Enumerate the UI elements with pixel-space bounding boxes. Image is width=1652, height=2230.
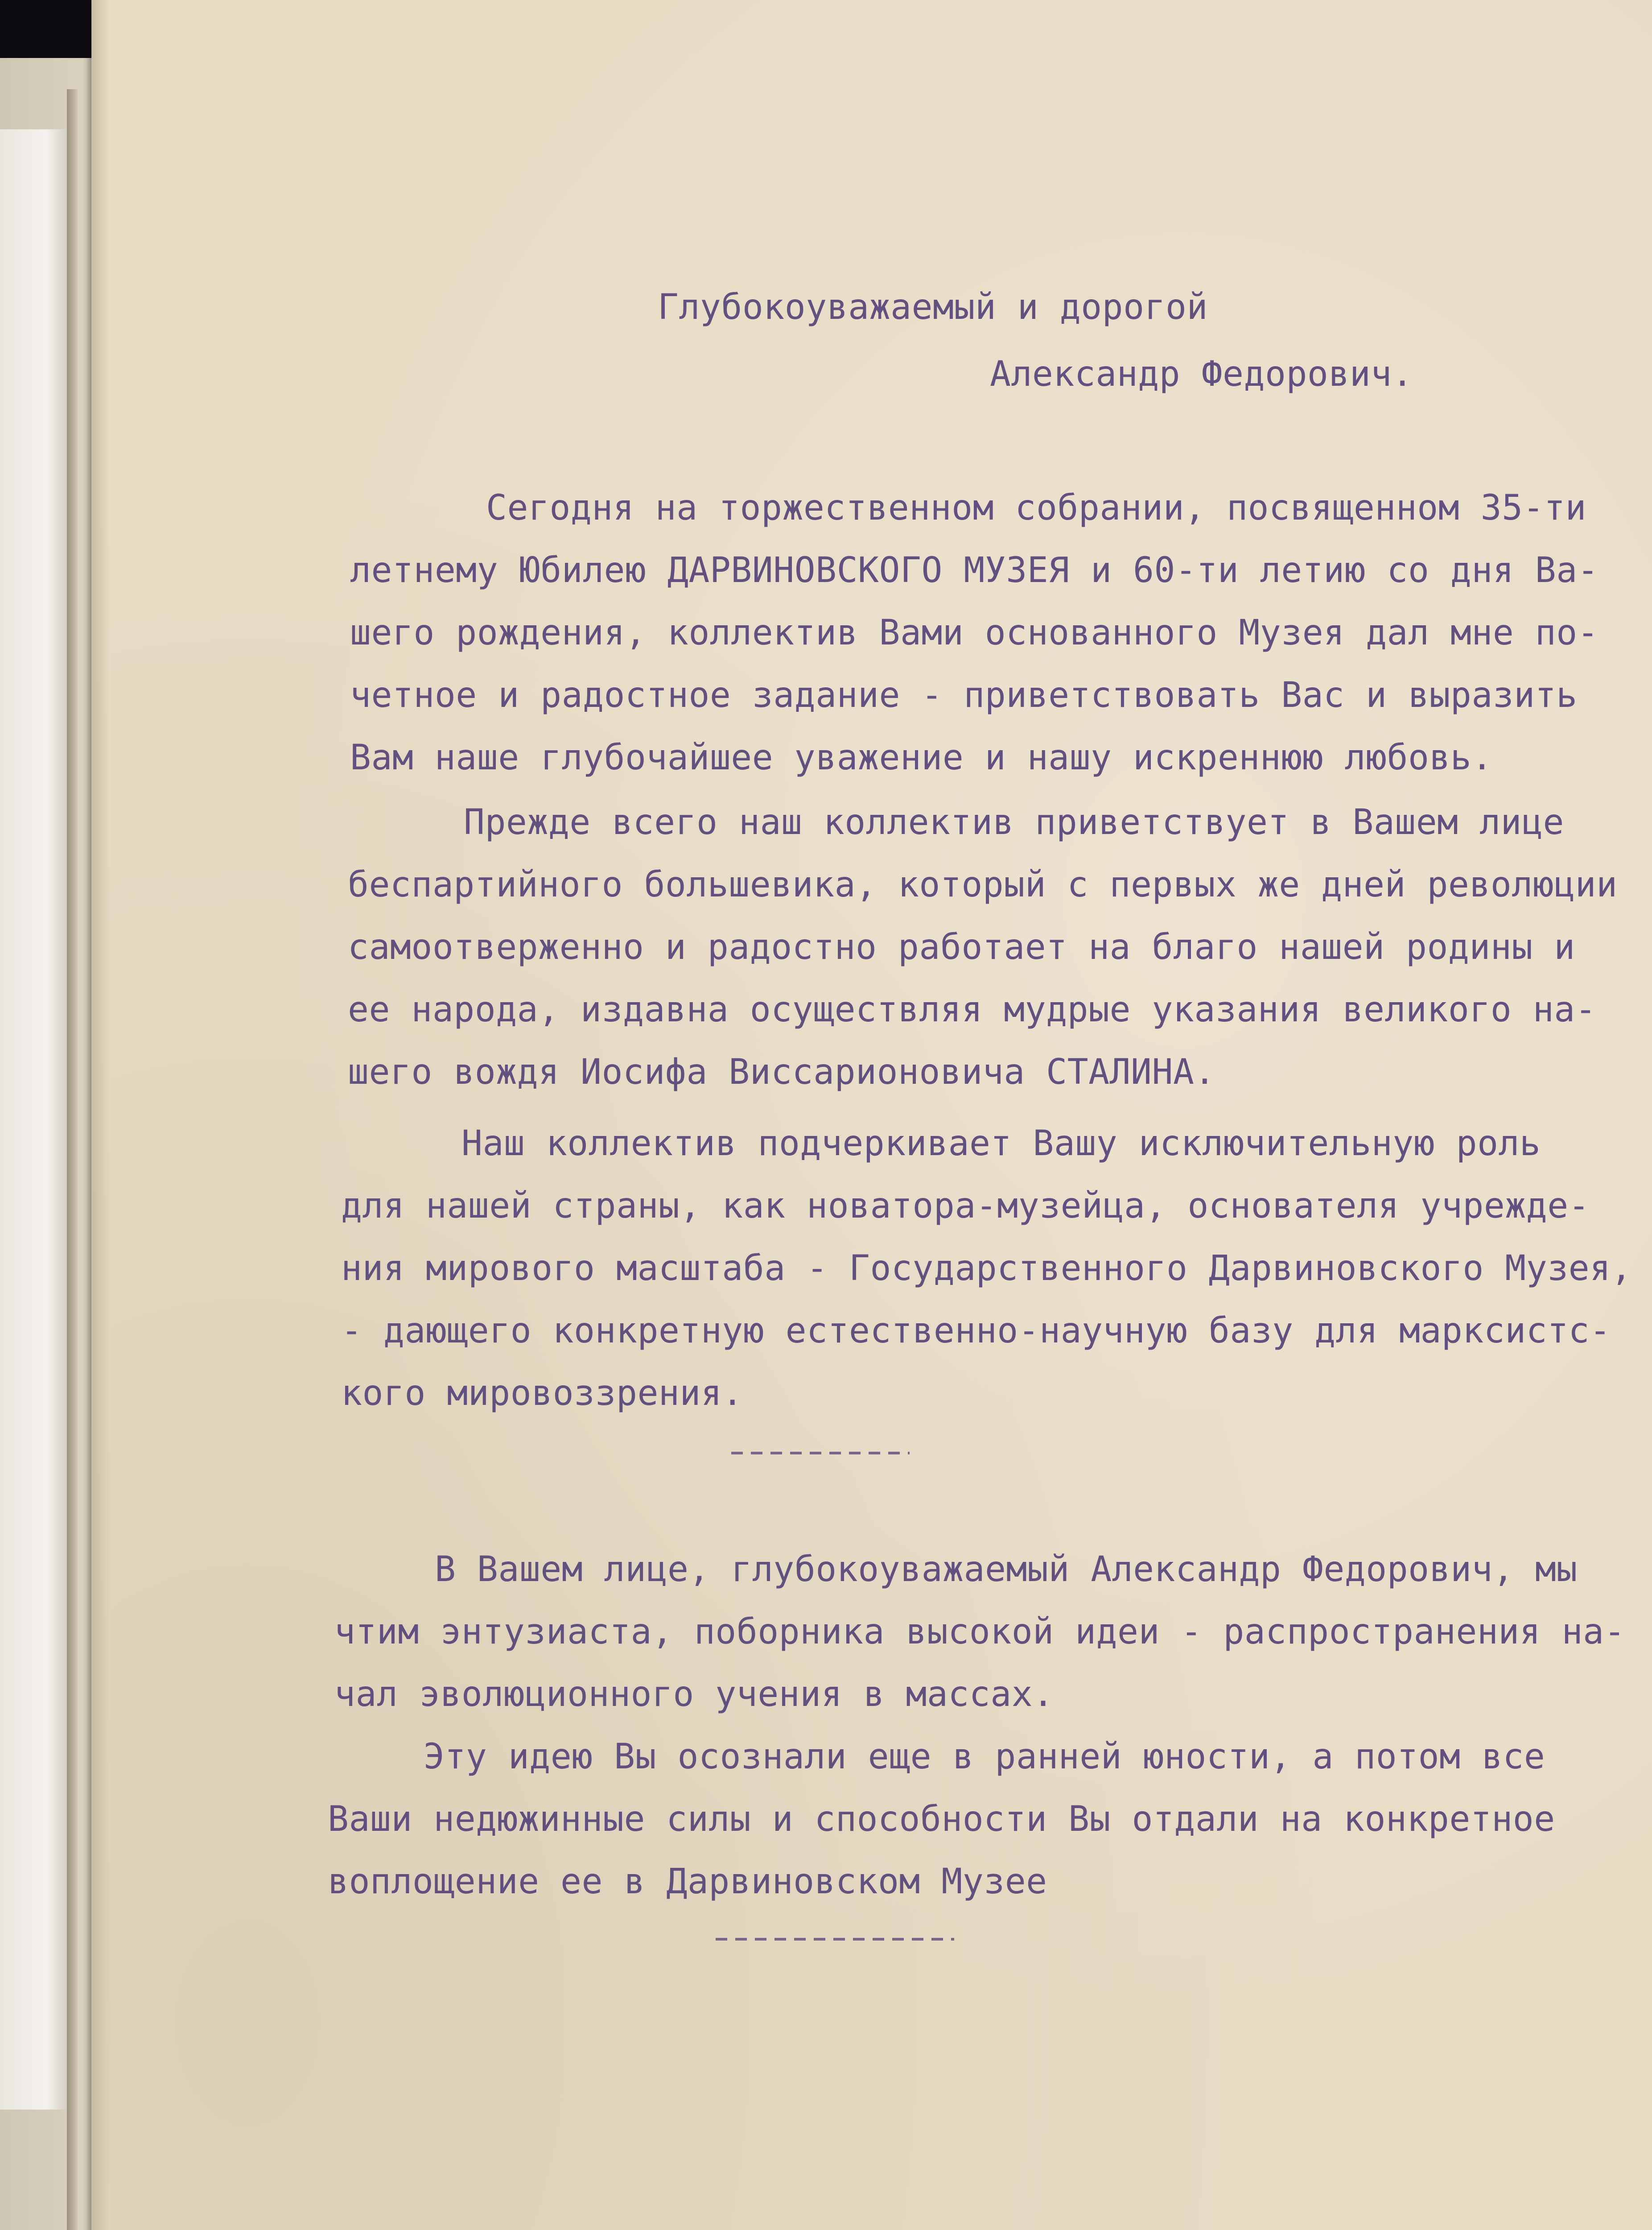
paragraph-1-line-1: Сегодня на торжественном собрании, посвященном 35-ти bbox=[486, 488, 1586, 528]
paragraph-3-line-4: - дающего конкретную естественно-научную базу для марксистс- bbox=[341, 1311, 1611, 1351]
salutation-line-2: Александр Федорович. bbox=[990, 354, 1413, 394]
paragraph-2-line-5: шего вождя Иосифа Виссарионовича СТАЛИНА. bbox=[348, 1052, 1215, 1092]
paragraph-3-line-5: кого мировоззрения. bbox=[341, 1373, 743, 1413]
paragraph-2-line-2: беспартийного большевика, который с первых же дней революции bbox=[348, 865, 1618, 905]
paragraph-4-line-1: В Вашем лице, глубокоуважаемый Александр Федорович, мы bbox=[435, 1549, 1578, 1590]
typed-letter bbox=[91, 0, 1652, 2230]
paragraph-5-line-3: воплощение ее в Дарвиновском Музее bbox=[328, 1862, 1047, 1902]
paragraph-2-line-1: Прежде всего наш коллектив приветствует в Вашем лице bbox=[464, 802, 1564, 842]
paragraph-3-line-3: ния мирового масштаба - Государственного Дарвиновского Музея, bbox=[341, 1248, 1632, 1288]
paragraph-5-line-1: Эту идею Вы осознали еще в ранней юности, а потом все bbox=[424, 1737, 1545, 1777]
paragraph-1-line-4: четное и радостное задание - приветствовать Вас и выразить bbox=[350, 675, 1578, 715]
paragraph-2-line-3: самоотверженно и радостно работает на благо нашей родины и bbox=[348, 927, 1575, 967]
paragraph-1-line-3: шего рождения, коллектив Вами основанного Музея дал мне по- bbox=[350, 613, 1599, 653]
paragraph-5-line-2: Ваши недюжинные силы и способности Вы отдали на конкретное bbox=[328, 1799, 1555, 1839]
dashed-separator bbox=[731, 1452, 910, 1454]
dashed-separator-2 bbox=[716, 1938, 954, 1941]
paragraph-3-line-1: Наш коллектив подчеркивает Вашу исключительную роль bbox=[461, 1123, 1541, 1164]
page-edge bbox=[67, 89, 78, 2230]
paragraph-2-line-4: ее народа, издавна осуществляя мудрые указания великого на- bbox=[348, 990, 1597, 1030]
paragraph-4-line-3: чал эволюционного учения в массах. bbox=[334, 1674, 1054, 1714]
salutation-line-1: Глубокоуважаемый и дорогой bbox=[658, 287, 1208, 327]
paper-strip bbox=[0, 129, 67, 2110]
letter-page bbox=[91, 0, 1652, 2230]
paragraph-1-line-2: летнему Юбилею ДАРВИНОВСКОГО МУЗЕЯ и 60-ти летию со дня Ва- bbox=[350, 550, 1599, 591]
paragraph-4-line-2: чтим энтузиаста, поборника высокой идеи - распространения на- bbox=[334, 1612, 1626, 1652]
paragraph-1-line-5: Вам наше глубочайшее уважение и нашу искреннюю любовь. bbox=[350, 738, 1493, 778]
paragraph-3-line-2: для нашей страны, как новатора-музейца, основателя учрежде- bbox=[341, 1186, 1590, 1226]
